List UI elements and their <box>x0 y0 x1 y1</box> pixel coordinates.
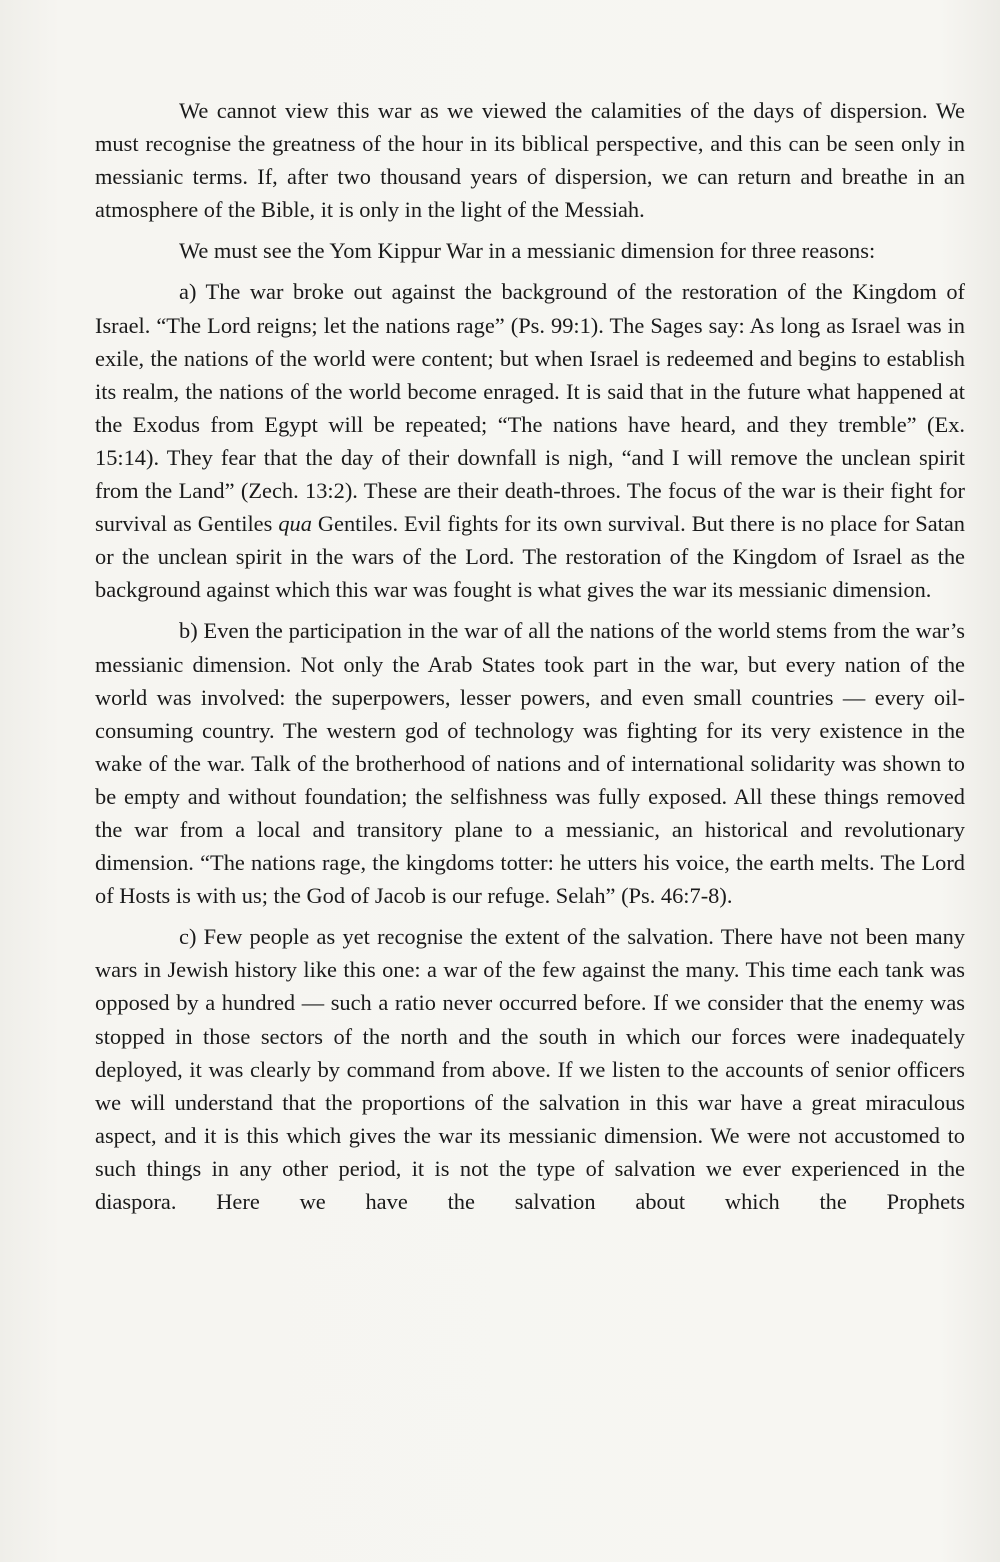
paragraph-reason-b: b) Even the participation in the war of all the nations of the world stems from the war’s messianic dimension. Not only the Arab States took part in the war, but every nation of the world was involved: the superpowers, lesser powers, and even small countries — every oil-consuming country. The western god of technology was fighting for its very existence in the wake of the war. Talk of the brotherhood of nations and of international solidarity was shown to be empty and without foundation; the selfishness was fully exposed. All these things removed the war from a local and transitory plane to a messianic, an historical and revolutionary dimension. “The nations rage, the kingdoms totter: he utters his voice, the earth melts. The Lord of Hosts is with us; the God of Jacob is our refuge. Selah” (Ps. 46:7-8). <box>95 618 965 909</box>
text-column <box>95 94 965 1226</box>
italic-qua: qua <box>278 511 312 537</box>
paragraph-intro: We cannot view this war as we viewed the calamities of the days of dispersion. We must recognise the greatness of the hour in its biblical perspective, and this can be seen only in messianic terms. If, after two thousand years of dispersion, we can return and breathe in an atmosphere of the Bible, it is only in the light of the Messiah. <box>95 98 965 223</box>
paragraph-three-reasons: We must see the Yom Kippur War in a messianic dimension for three reasons: <box>179 238 876 264</box>
paragraph-reason-c: c) Few people as yet recognise the extent of the salvation. There have not been many wars in Jewish history like this one: a war of the few against the many. This time each tank was opposed by a hundred — such a ratio never occurred before. If we consider that the enemy was stopped in those sectors of the north and the south in which our forces were inadequately deployed, it was clearly by command from above. If we listen to the accounts of senior officers we will understand that the proportions of the salvation in this war have a great miraculous aspect, and it is this which gives the war its messianic dimension. We were not accustomed to such things in any other period, it is not the type of salvation we ever experienced in the diaspora. Here we have the salvation about which the Prophets <box>95 924 965 1214</box>
paragraph-reason-a: a) The war broke out against the background of the restoration of the Kingdom of Israel. “The Lord reigns; let the nations rage” (Ps. 99:1). The Sages say: As long as Israel was in exile, the nations of the world were content; but when Israel is redeemed and begins to establish its realm, the nations of the world become enraged. It is said that in the future what happened at the Exodus from Egypt will be repeated; “The nations have heard, and they tremble” (Ex. 15:14). They fear that the day of their downfall is nigh, “and I will remove the unclean spirit from the Land” (Zech. 13:2). These are their death-throes. The focus of the war is their fight for survival as Gentiles qua Gentiles. Evil fights for its own survival. But there is no place for Satan or the unclean spirit in the wars of the Lord. The restoration of the Kingdom of Israel as the background against which this war was fought is what gives the war its messianic dimension. <box>95 279 966 603</box>
